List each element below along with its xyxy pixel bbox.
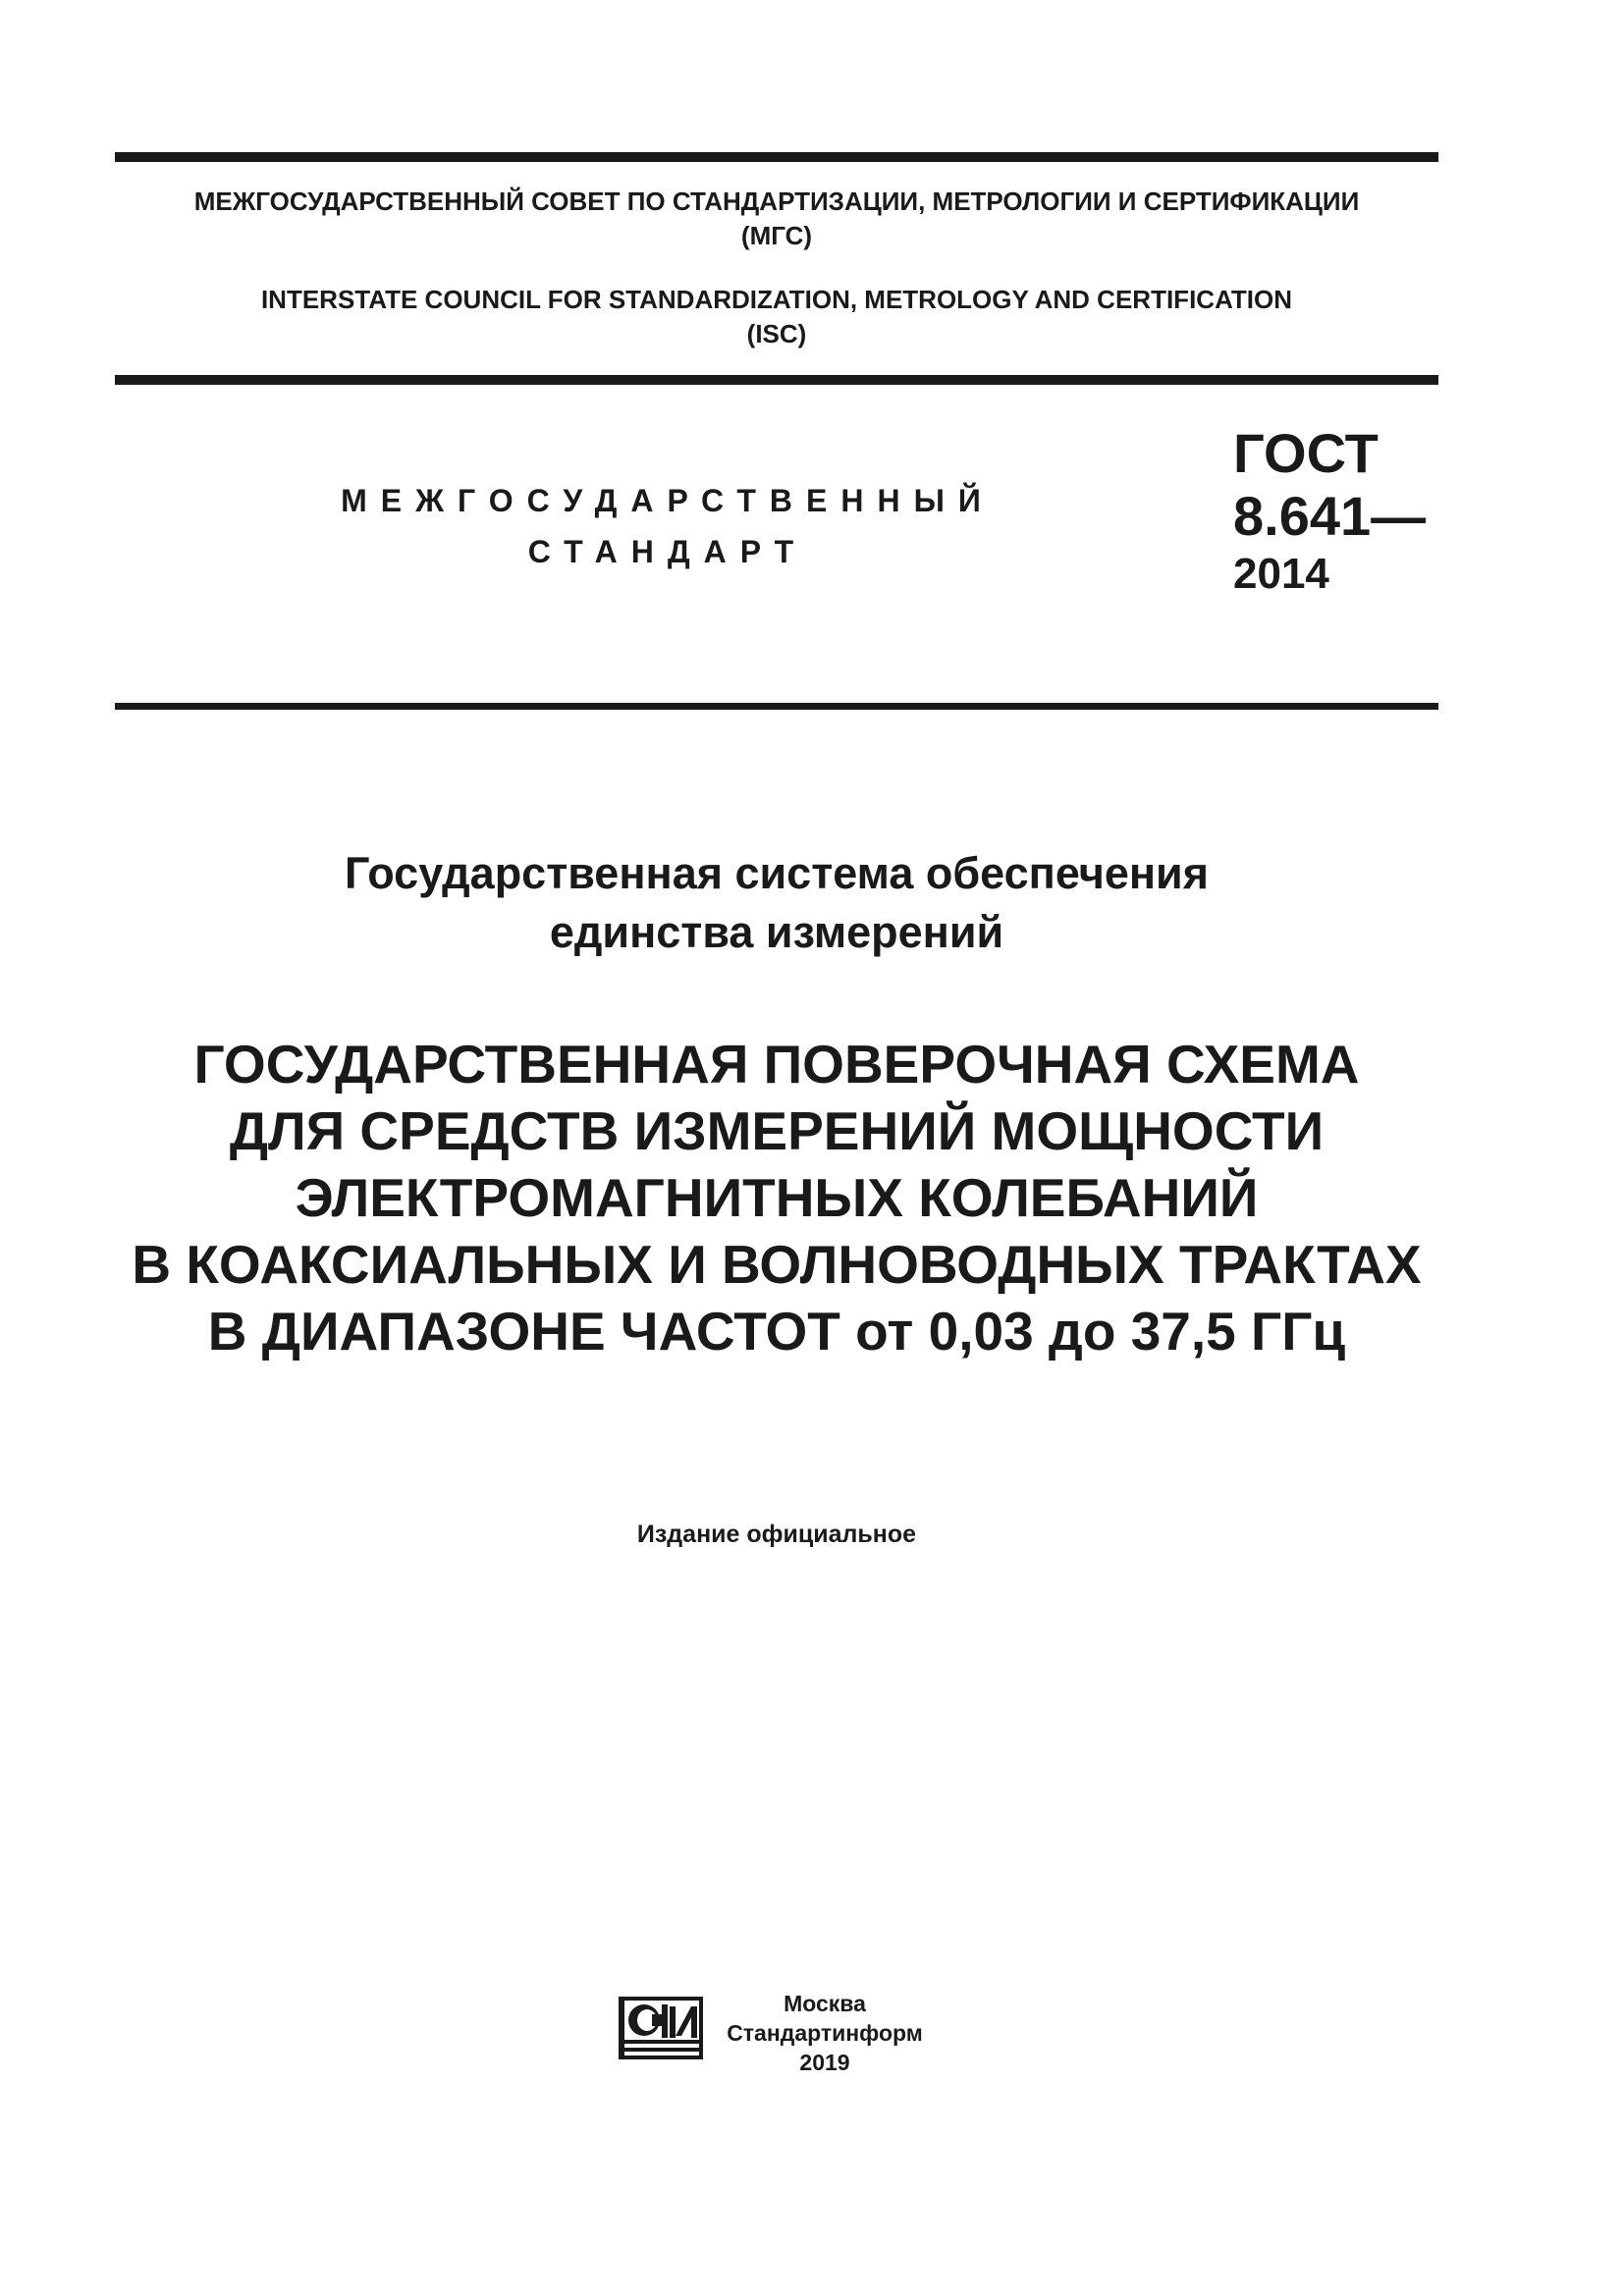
series-title-line1: Государственная система обеспечения	[345, 848, 1209, 898]
standard-designation	[1233, 422, 1426, 601]
series-title	[115, 844, 1438, 962]
edition-note: Издание официальное	[636, 1521, 917, 1548]
document-title-line2: ДЛЯ СРЕДСТВ ИЗМЕРЕНИЙ МОЩНОСТИ	[229, 1100, 1325, 1161]
council-name-ru	[115, 185, 1438, 253]
standard-kind	[295, 475, 1041, 577]
series-title-line2: единства измерений	[549, 907, 1004, 957]
document-title	[115, 1031, 1438, 1364]
document-title-line3: ЭЛЕКТРОМАГНИТНЫХ КОЛЕБАНИЙ	[295, 1167, 1259, 1228]
council-abbr-en: (ISC)	[746, 319, 807, 348]
document-title-line1: ГОСУДАРСТВЕННАЯ ПОВЕРОЧНАЯ СХЕМА	[193, 1034, 1360, 1095]
council-abbr-ru: (МГС)	[740, 221, 813, 250]
standard-kind-line2: СТАНДАРТ	[527, 534, 808, 569]
top-divider	[115, 152, 1438, 162]
document-title-line4: В КОАКСИАЛЬНЫХ И ВОЛНОВОДНЫХ ТРАКТАХ	[132, 1234, 1422, 1295]
middle-divider	[115, 375, 1438, 385]
publisher-city: Москва	[784, 1991, 866, 2016]
standartinform-logo-icon	[615, 1991, 709, 2065]
publisher-imprint	[717, 1989, 933, 2077]
designation-number: 8.641—	[1233, 485, 1427, 547]
council-name-ru-line1: МЕЖГОСУДАРСТВЕННЫЙ СОВЕТ ПО СТАНДАРТИЗАЦИИ, МЕТРОЛОГИИ И СЕРТИФИКАЦИИ	[193, 187, 1360, 216]
publication-year: 2019	[799, 2050, 850, 2075]
designation-year: 2014	[1233, 550, 1329, 598]
council-name-en-line1: INTERSTATE COUNCIL FOR STANDARDIZATION, METROLOGY AND CERTIFICATION	[260, 285, 1293, 314]
council-name-en	[115, 283, 1438, 351]
designation-prefix: ГОСТ	[1233, 422, 1379, 484]
document-title-line5: В ДИАПАЗОНЕ ЧАСТОТ от 0,03 до 37,5 ГГц	[207, 1301, 1346, 1362]
logo-graphic	[615, 1991, 709, 2065]
bottom-divider	[115, 703, 1438, 710]
standard-kind-line1: МЕЖГОСУДАРСТВЕННЫЙ	[341, 483, 995, 518]
publisher-name: Стандартинформ	[727, 2020, 923, 2046]
